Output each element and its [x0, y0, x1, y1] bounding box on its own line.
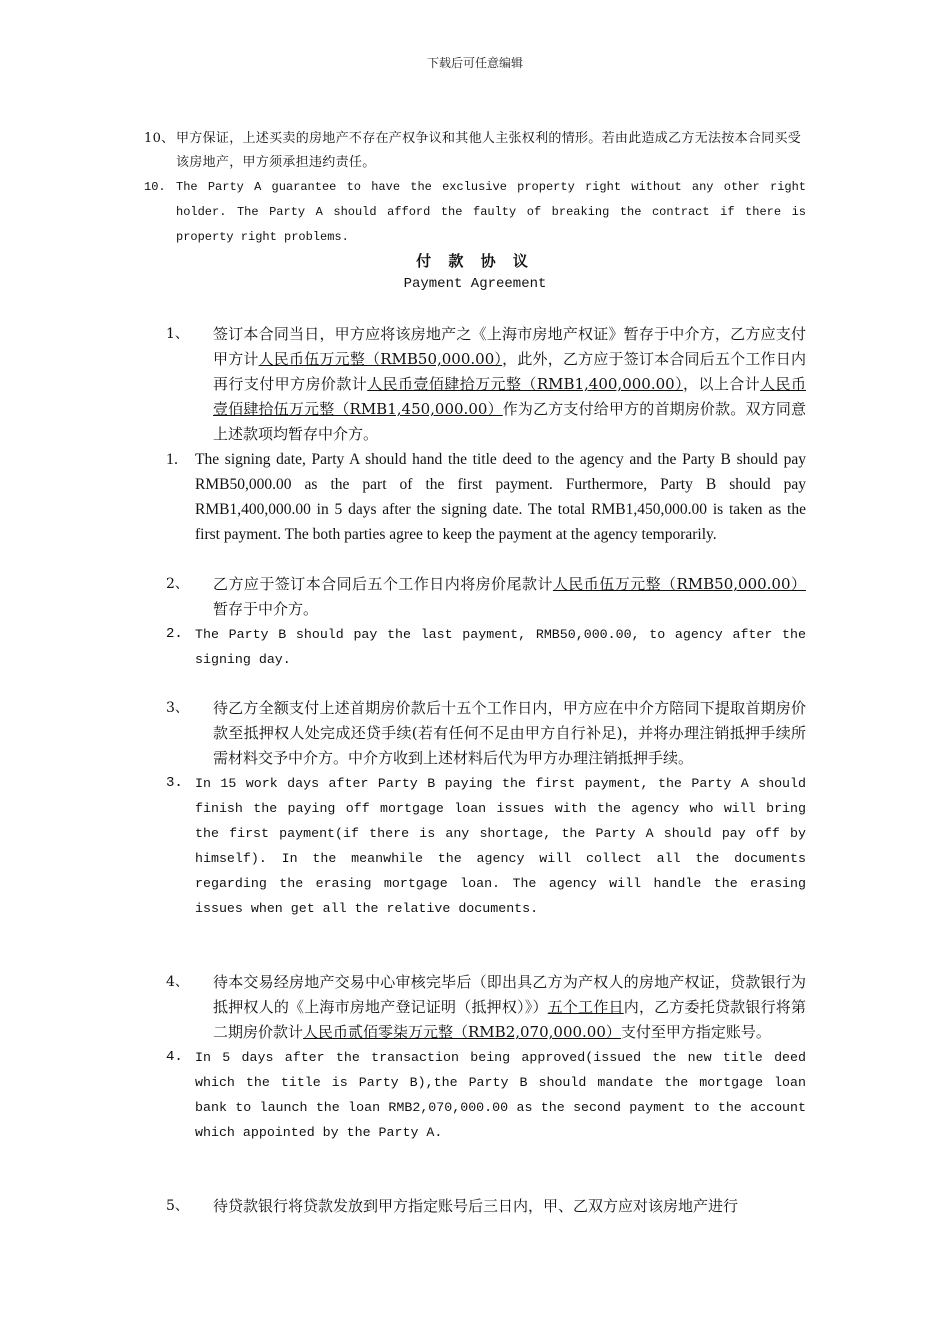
payment-item-1	[166, 322, 806, 547]
payment-item-4-en	[166, 1045, 806, 1145]
item-text-zh: 签订本合同当日，甲方应将该房地产之《上海市房地产权证》暂存于中介方，乙方应支付甲方计人民币伍万元整（RMB50,000.00），此外，乙方应于签订本合同后五个工作日内再行支付甲方房价款计人民币壹佰肆拾万元整（RMB1,400,000.00），以上合计人民币壹佰肆拾伍万元整（RMB1,450,000.00）作为乙方支付给甲方的首期房价款。双方同意上述款项均暂存中介方。	[213, 325, 806, 443]
page-header-watermark: 下载后可任意编辑	[426, 56, 523, 70]
payment-item-3-zh	[166, 696, 806, 771]
payment-item-5-zh	[166, 1194, 806, 1219]
payment-item-4-zh	[166, 970, 806, 1045]
item-text-en: The signing date, Party A should hand the title deed to the agency and the Party B should pay RMB50,000.00 as the part of the first payment. Furthermore, Party B should pay RMB1,400,000.00 in 5 days after the signing date. The total RMB1,450,000.00 is taken as the first payment. The both parties agree to keep the payment at the agency temporarily.	[195, 451, 806, 543]
item-text-en: In 15 work days after Party B paying the first payment, the Party A should finish the paying off mortgage loan issues with the agency who will bring the first payment(if there is any shortage, the Party A should pay off by himself). In the meanwhile the agency will collect all the documents regarding the erasing mortgage loan. The agency will handle the erasing issues when get all the relative documents.	[195, 776, 806, 916]
payment-item-1-zh	[166, 322, 806, 447]
item-number-zh: 4、	[166, 974, 189, 990]
payment-item-4	[166, 970, 806, 1145]
section-title-en: Payment Agreement	[403, 276, 547, 292]
item-text-zh: 待贷款银行将贷款发放到甲方指定账号后三日内，甲、乙双方应对该房地产进行	[213, 1197, 739, 1215]
clause-10-zh	[144, 127, 806, 175]
item-number-zh: 3、	[166, 700, 189, 716]
amount-underlined: 人民币壹佰肆拾伍万元整（RMB1,450,000.00）	[213, 375, 806, 418]
item-text-en: The Party B should pay the last payment, RMB50,000.00, to agency after the signing day.	[195, 627, 806, 667]
item-number-zh: 5、	[166, 1198, 189, 1214]
payment-item-2	[166, 572, 806, 672]
amount-underlined: 人民币壹佰肆拾万元整（RMB1,400,000.00）	[367, 375, 684, 393]
item-number-en: 3.	[166, 775, 183, 791]
item-text-en: In 5 days after the transaction being approved(issued the new title deed which the title is Party B),the Party B should mandate the mortgage loan bank to launch the loan RMB2,070,000.00 as the second payment to the account which appointed by the Party A.	[195, 1050, 806, 1140]
item-number-zh: 1、	[166, 326, 189, 342]
item-number-en: 4.	[166, 1049, 183, 1065]
item-text-zh: 待本交易经房地产交易中心审核完毕后（即出具乙方为产权人的房地产权证，贷款银行为抵押权人的《上海市房地产登记证明（抵押权）》）五个工作日内，乙方委托贷款银行将第二期房价款计人民币贰佰零柒万元整（RMB2,070,000.00）支付至甲方指定账号。	[213, 973, 806, 1041]
item-text-zh: 乙方应于签订本合同后五个工作日内将房价尾款计人民币伍万元整（RMB50,000.00）暂存于中介方。	[213, 575, 806, 618]
clause-10-number-zh: 10、	[144, 131, 175, 146]
clause-10	[144, 127, 806, 250]
item-text-zh: 待乙方全额支付上述首期房价款后十五个工作日内，甲方应在中介方陪同下提取首期房价款至抵押权人处完成还贷手续(若有任何不足由甲方自行补足)，并将办理注销抵押手续所需材料交予中介方。中介方收到上述材料后代为甲方办理注销抵押手续。	[213, 699, 806, 767]
item-number-zh: 2、	[166, 576, 189, 592]
payment-item-3	[166, 696, 806, 921]
payment-item-2-en	[166, 622, 806, 672]
amount-underlined: 人民币伍万元整（RMB50,000.00）	[258, 350, 503, 368]
section-title-zh: 付 款 协 议	[416, 252, 534, 270]
item-number-en: 1.	[166, 451, 178, 468]
amount-underlined: 人民币贰佰零柒万元整（RMB2,070,000.00）	[303, 1023, 621, 1041]
payment-item-1-en	[166, 447, 806, 547]
clause-10-text-zh: 甲方保证，上述买卖的房地产不存在产权争议和其他人主张权利的情形。若由此造成乙方无法按本合同买受该房地产，甲方须承担违约责任。	[176, 131, 802, 170]
clause-10-en	[144, 175, 806, 250]
clause-10-text-en: The Party A guarantee to have the exclusive property right without any other right holder. The Party A should afford the faulty of breaking the contract if there is property right problems.	[176, 180, 806, 244]
payment-item-3-en	[166, 771, 806, 921]
clause-10-number-en: 10.	[144, 180, 166, 194]
payment-item-5	[166, 1194, 806, 1219]
item-number-en: 2.	[166, 626, 183, 642]
payment-item-2-zh	[166, 572, 806, 622]
deadline-underlined: 五个工作日	[547, 998, 624, 1016]
amount-underlined: 人民币伍万元整（RMB50,000.00）	[552, 575, 806, 593]
